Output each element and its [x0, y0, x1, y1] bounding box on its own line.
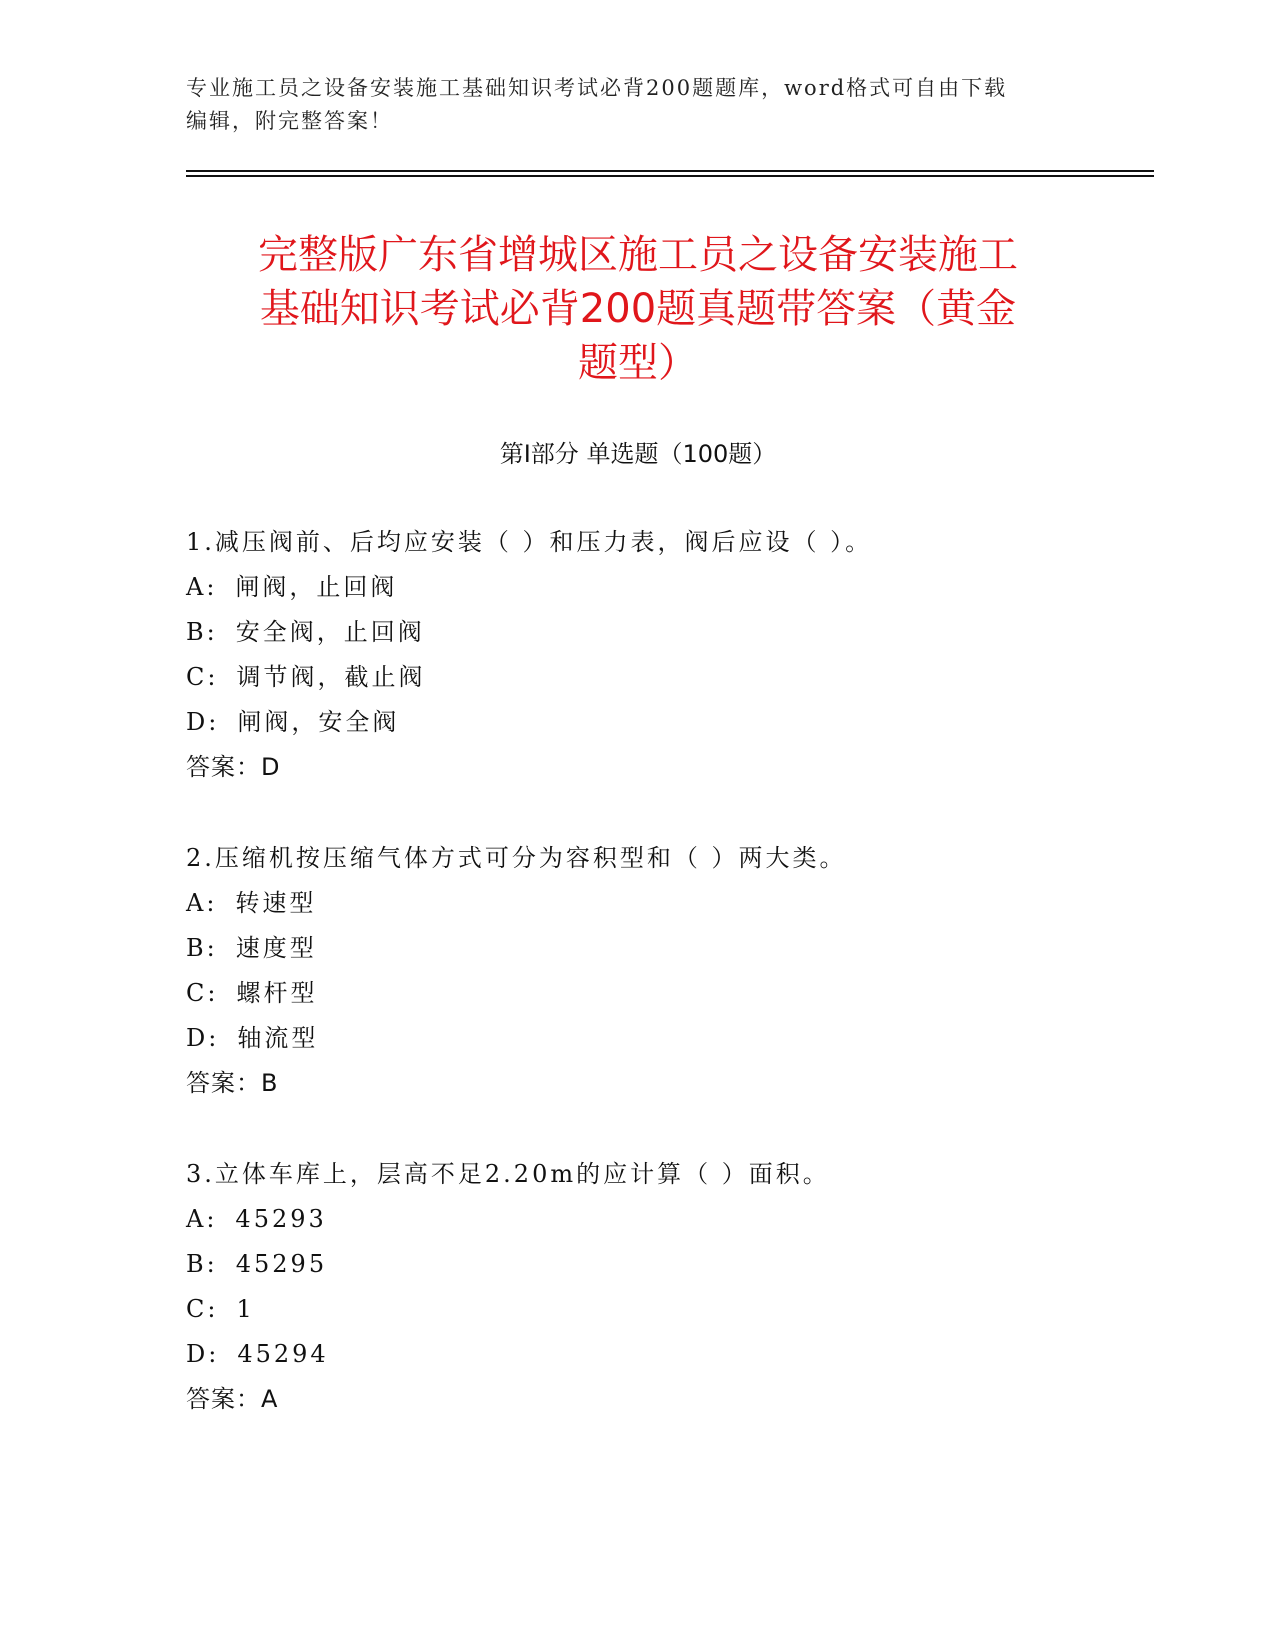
question-item [186, 520, 1126, 790]
option-text: 闸阀，止回阀 [235, 573, 398, 601]
option-d [186, 1332, 1126, 1377]
option-c [186, 971, 1126, 1016]
option-text: 轴流型 [237, 1024, 319, 1052]
option-text: 安全阀，止回阀 [235, 618, 425, 646]
option-key: A: [186, 573, 218, 601]
option-text: 45293 [235, 1205, 327, 1233]
answer-line: 答案：B [186, 1069, 279, 1097]
question-item [186, 1152, 1126, 1422]
option-a [186, 565, 1126, 610]
option-key: D: [186, 708, 220, 736]
option-b [186, 610, 1126, 655]
option-key: D: [186, 1340, 220, 1368]
option-text: 45295 [235, 1250, 328, 1278]
option-key: D: [186, 1024, 220, 1052]
option-key: B: [186, 934, 218, 962]
header-divider-bottom [186, 175, 1154, 177]
option-key: B: [186, 1250, 218, 1278]
option-c [186, 655, 1126, 700]
answer-line: 答案：A [186, 1385, 279, 1413]
option-text: 螺杆型 [236, 979, 318, 1007]
answer-line: 答案：D [186, 753, 281, 781]
option-key: B: [186, 618, 218, 646]
option-text: 调节阀，截止阀 [236, 663, 426, 691]
header-note-line-2: 编辑，附完整答案！ [186, 109, 393, 133]
document-title-line-3: 题型） [578, 340, 698, 386]
option-b [186, 926, 1126, 971]
option-key: A: [186, 889, 218, 917]
option-a [186, 881, 1126, 926]
option-text: 闸阀，安全阀 [237, 708, 400, 736]
option-text: 速度型 [235, 934, 317, 962]
option-key: C: [186, 1295, 219, 1323]
option-text: 1 [236, 1295, 255, 1323]
option-d [186, 1016, 1126, 1061]
option-a [186, 1197, 1126, 1242]
option-key: C: [186, 663, 219, 691]
question-stem: 3.立体车库上，层高不足2.20m的应计算（ ）面积。 [186, 1160, 830, 1188]
document-title [186, 228, 1090, 390]
option-d [186, 700, 1126, 745]
option-text: 45294 [237, 1340, 329, 1368]
option-b [186, 1242, 1126, 1287]
option-key: C: [186, 979, 219, 1007]
section-heading: 第Ⅰ部分 单选题（100题） [499, 440, 777, 468]
document-title-line-2: 基础知识考试必背200题真题带答案（黄金 [259, 286, 1017, 332]
header-note [186, 72, 1086, 138]
option-key: A: [186, 1205, 218, 1233]
question-stem: 2.压缩机按压缩气体方式可分为容积型和（ ）两大类。 [186, 844, 847, 872]
document-title-line-1: 完整版广东省增城区施工员之设备安装施工 [258, 232, 1018, 278]
header-note-line-1: 专业施工员之设备安装施工基础知识考试必背200题题库，word格式可自由下载 [186, 76, 1008, 100]
header-divider-top [186, 170, 1154, 172]
question-item [186, 836, 1126, 1106]
option-c [186, 1287, 1126, 1332]
option-text: 转速型 [235, 889, 317, 917]
question-stem: 1.减压阀前、后均应安装（ ）和压力表，阀后应设（ ）。 [186, 528, 873, 556]
